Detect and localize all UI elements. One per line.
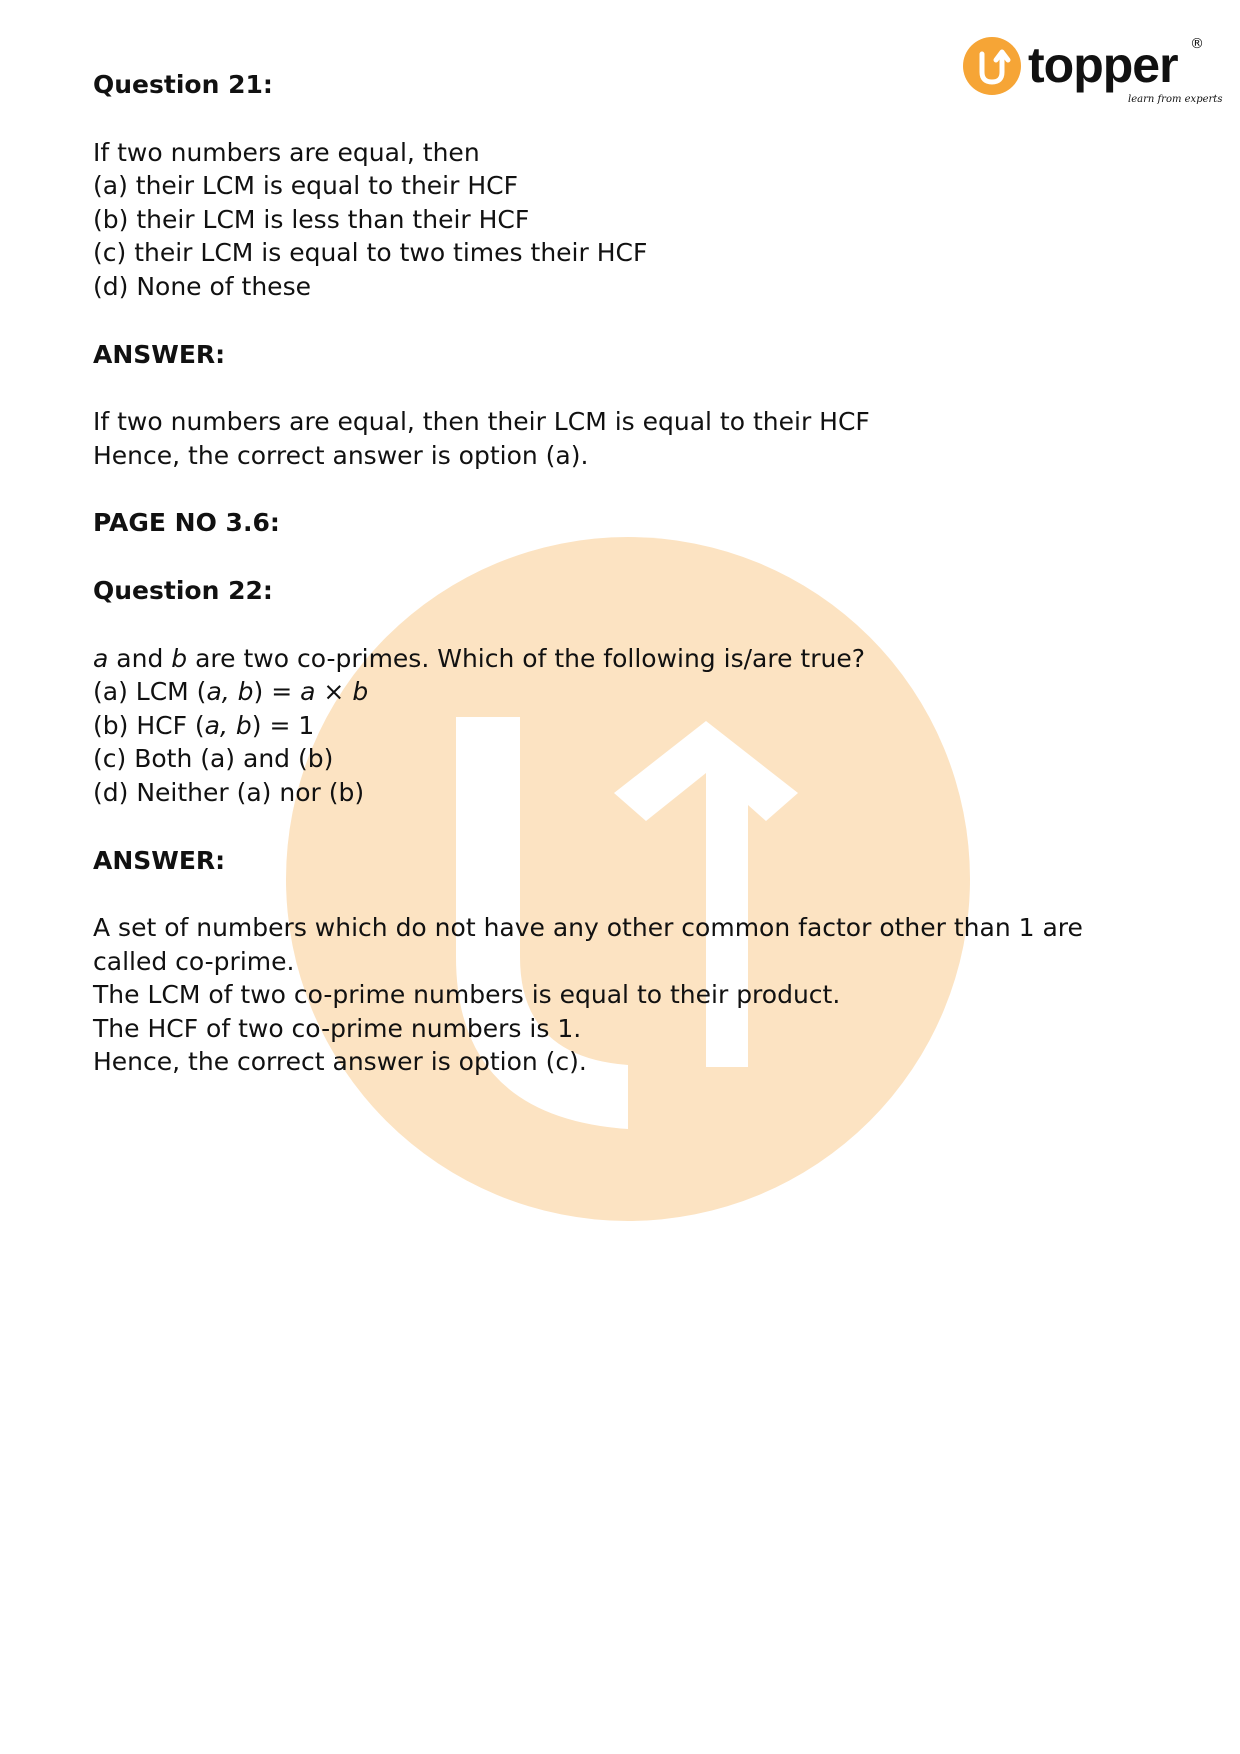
logo-registered-mark: ®: [1190, 36, 1204, 52]
var-a: a: [93, 643, 109, 673]
question-22-stem: [93, 642, 1153, 676]
topper-logo: [962, 34, 1223, 106]
question-21-option-b: (b) their LCM is less than their HCF: [93, 204, 530, 234]
question-21-option-d: (d) None of these: [93, 271, 311, 301]
page-number-label: PAGE NO 3.6:: [93, 508, 280, 538]
answer-22-heading: ANSWER:: [93, 845, 226, 875]
stem-and: and: [108, 643, 172, 673]
opt-a-vars: a, b: [206, 677, 254, 707]
answer-21-heading: ANSWER:: [93, 339, 226, 369]
var-b: b: [171, 643, 188, 673]
logo-badge-icon: [963, 37, 1021, 95]
opt-a-var-a: a: [300, 677, 316, 707]
answer-22-line: A set of numbers which do not have any other common factor other than 1 are: [93, 913, 1083, 943]
question-21-option-c: (c) their LCM is equal to two times their HCF: [93, 238, 648, 268]
question-22-option-d: (d) Neither (a) nor (b): [93, 777, 365, 807]
question-22-option-b: [93, 709, 1153, 743]
opt-b-suffix: ) = 1: [251, 710, 315, 740]
question-22-option-a: [93, 675, 1153, 709]
opt-b-prefix: (b) HCF (: [93, 710, 205, 740]
question-22-heading: Question 22:: [93, 575, 273, 605]
page-content: [93, 68, 1153, 1079]
question-22-option-c: (c) Both (a) and (b): [93, 744, 334, 774]
question-21-stem: If two numbers are equal, then: [93, 137, 480, 167]
logo-wordmark: topper: [1028, 37, 1178, 93]
answer-22-line: The LCM of two co-prime numbers is equal to their product.: [93, 980, 841, 1010]
opt-b-vars: a, b: [204, 710, 252, 740]
opt-a-mid: ) =: [253, 677, 301, 707]
question-21-heading: Question 21:: [93, 70, 273, 99]
opt-a-prefix: (a) LCM (: [93, 677, 207, 707]
answer-22-line: called co-prime.: [93, 946, 295, 976]
answer-21-line: If two numbers are equal, then their LCM is equal to their HCF: [93, 407, 870, 437]
opt-a-times: ×: [315, 677, 353, 707]
answer-22-line: Hence, the correct answer is option (c).: [93, 1047, 587, 1077]
logo-tagline: learn from experts: [1128, 94, 1223, 105]
question-21-option-a: (a) their LCM is equal to their HCF: [93, 171, 518, 201]
stem-rest: are two co-primes. Which of the following is/are true?: [187, 643, 865, 673]
answer-22-line: The HCF of two co-prime numbers is 1.: [93, 1013, 582, 1043]
opt-a-var-b: b: [352, 677, 369, 707]
answer-21-line: Hence, the correct answer is option (a).: [93, 440, 589, 470]
